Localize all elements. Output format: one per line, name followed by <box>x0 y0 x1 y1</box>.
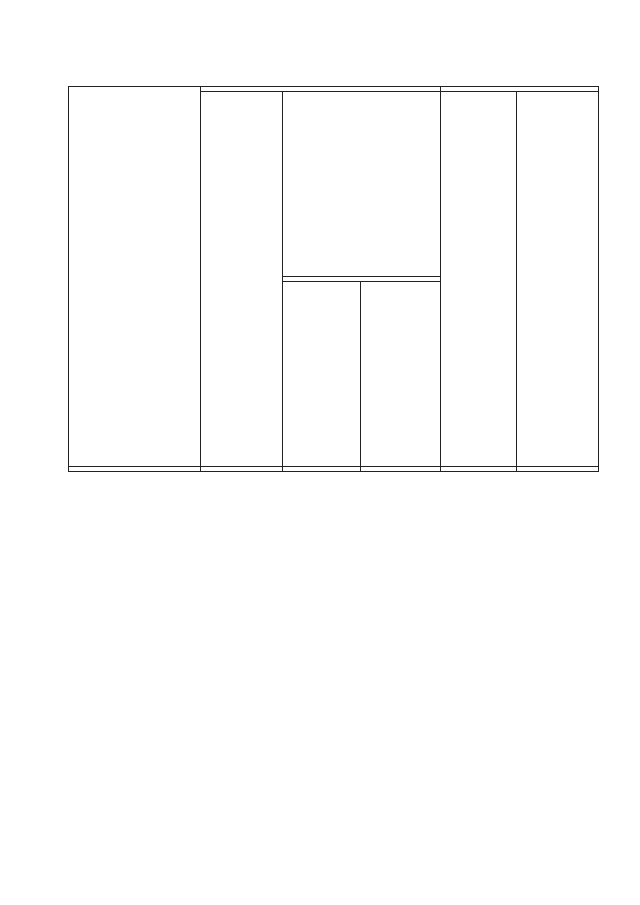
header-sub-a <box>283 92 441 277</box>
table-header <box>68 86 599 472</box>
index-cell <box>361 467 441 472</box>
header-sub-a1 <box>283 282 361 467</box>
row-value-cell <box>360 548 440 550</box>
row-value-cell <box>440 548 516 550</box>
row-value-cell <box>200 548 282 550</box>
header-sum-b <box>441 92 517 467</box>
row-value-cell <box>282 548 360 550</box>
index-cell <box>441 467 517 472</box>
table-body <box>68 530 598 550</box>
index-cell <box>517 467 599 472</box>
table-row <box>68 548 598 550</box>
header-name-column <box>69 87 201 467</box>
index-cell <box>69 467 201 472</box>
row-name-cell <box>68 548 200 550</box>
header-sub-b <box>517 92 599 467</box>
row-value-cell <box>516 548 598 550</box>
header-sub-a2 <box>361 282 441 467</box>
index-cell <box>201 467 283 472</box>
header-sum-a <box>201 92 283 467</box>
index-cell <box>283 467 361 472</box>
header-index-row <box>69 467 599 472</box>
